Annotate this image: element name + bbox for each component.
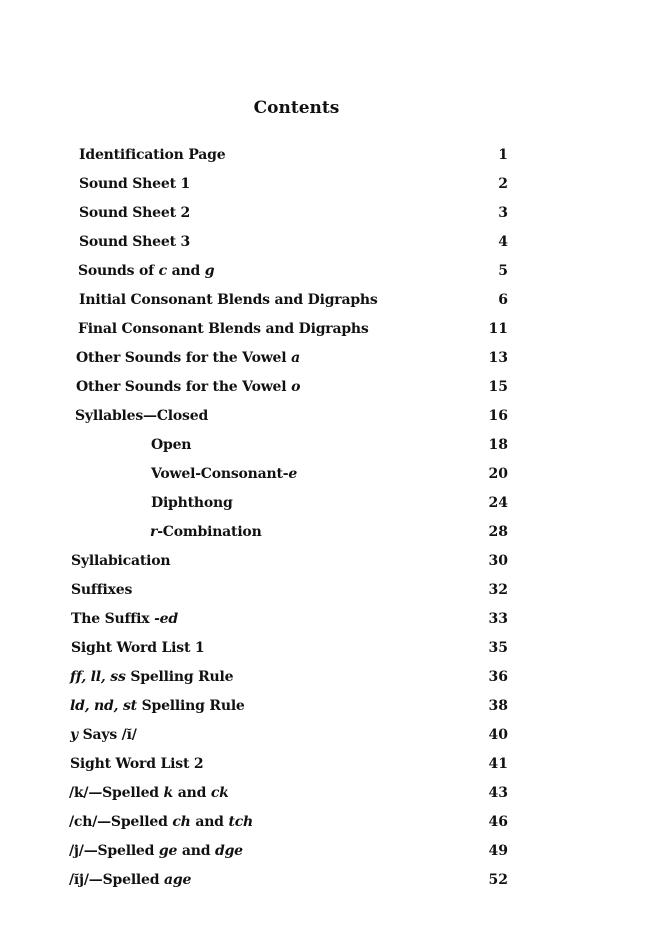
toc-entry-label-part: tch: [228, 814, 254, 830]
toc-entry-label-part: Spelling Rule: [136, 698, 245, 714]
toc-entry-label-part: Sound Sheet 3: [79, 234, 191, 250]
toc-entry-page-number: 3: [498, 205, 508, 221]
toc-entry-label-part: dge: [215, 843, 243, 859]
toc-entry-label-part: a: [291, 350, 300, 366]
toc-entry: [0, 205, 653, 229]
toc-entry-label-part: and: [166, 263, 205, 279]
toc-entry-label-part: Suffixes: [71, 582, 133, 598]
toc-entry: [0, 495, 653, 519]
toc-entry-page-number: 4: [498, 234, 508, 250]
toc-entry-label: [79, 176, 190, 192]
toc-entry-page-number: 16: [488, 408, 508, 424]
toc-entry: [0, 437, 653, 461]
toc-entry-page-number: 15: [488, 379, 508, 395]
toc-entry-label-part: ld, nd, st: [70, 698, 137, 714]
toc-entry-label-part: and: [190, 814, 229, 830]
toc-entry-label-part: /ch/—Spelled: [69, 814, 173, 830]
toc-entry-page-number: 28: [488, 524, 508, 540]
toc-entry-label-part: /j/—Spelled: [69, 843, 159, 859]
toc-entry-label: [69, 843, 243, 859]
toc-entry-label-part: Sound Sheet 1: [79, 176, 191, 192]
toc-entry-label-part: ck: [210, 785, 229, 801]
toc-entry-label-part: /k/—Spelled: [69, 785, 164, 801]
toc-entry-page-number: 18: [488, 437, 508, 453]
toc-entry: [0, 234, 653, 258]
toc-entry-page-number: 33: [488, 611, 508, 627]
toc-entry-page-number: 5: [498, 263, 508, 279]
toc-entry: [0, 756, 653, 780]
toc-entry-page-number: 52: [488, 872, 508, 888]
toc-entry-label: [79, 205, 190, 221]
toc-entry-label: [71, 640, 204, 656]
toc-entry: [0, 669, 653, 693]
toc-entry-page-number: 2: [498, 176, 508, 192]
toc-entry: [0, 321, 653, 345]
toc-entry: [0, 379, 653, 403]
toc-entry-label-part: Sound Sheet 2: [79, 205, 191, 221]
toc-entry-label-part: Initial Consonant Blends and Digraphs: [79, 292, 378, 308]
toc-entry-label-part: o: [291, 379, 301, 395]
toc-entry-label-part: g: [204, 263, 215, 279]
toc-entry-label-part: Identification Page: [79, 147, 226, 163]
toc-entry: [0, 698, 653, 722]
toc-entry: [0, 785, 653, 809]
toc-entry-label: [69, 872, 191, 888]
toc-entry-label: [70, 756, 203, 772]
toc-entry-page-number: 20: [488, 466, 508, 482]
toc-entry: [0, 292, 653, 316]
toc-entry: [0, 611, 653, 635]
toc-entry-page-number: 49: [488, 843, 508, 859]
toc-entry-page-number: 1: [498, 147, 508, 163]
toc-entry-page-number: 40: [488, 727, 508, 743]
toc-entry: [0, 843, 653, 867]
toc-entry-page-number: 41: [488, 756, 508, 772]
toc-entry-label-part: Vowel-Consonant-: [151, 466, 289, 482]
toc-entry-label-part: Diphthong: [151, 495, 233, 511]
toc-entry: [0, 350, 653, 374]
toc-entry-label-part: Sight Word List 1: [71, 640, 205, 656]
toc-entry-label: [70, 698, 245, 714]
toc-entry: [0, 408, 653, 432]
toc-entry: [0, 872, 653, 896]
toc-entry: [0, 466, 653, 490]
toc-entry: [0, 524, 653, 548]
toc-entry-label-part: -Combination: [157, 524, 262, 540]
toc-entry-label-part: ge: [158, 843, 178, 859]
toc-entry-label-part: Open: [151, 437, 192, 453]
toc-entry-label: [71, 553, 170, 569]
toc-entry-label: [70, 669, 233, 685]
toc-entry-label-part: Other Sounds for the Vowel: [76, 350, 292, 366]
toc-entry-page-number: 24: [488, 495, 508, 511]
toc-entry-label: [151, 495, 233, 511]
toc-entry-label-part: y: [70, 727, 78, 743]
toc-entry-page-number: 38: [488, 698, 508, 714]
toc-entry-page-number: 13: [488, 350, 508, 366]
toc-entry-label-part: -ed: [154, 611, 178, 627]
toc-entry-page-number: 36: [488, 669, 508, 685]
toc-entry-label: [151, 437, 191, 453]
toc-entry-label: [76, 350, 300, 366]
toc-entry-label-part: Other Sounds for the Vowel: [76, 379, 292, 395]
toc-entry-page-number: 35: [488, 640, 508, 656]
toc-entry-label-part: Sounds of: [78, 263, 159, 279]
toc-entry: [0, 553, 653, 577]
toc-entry-label-part: Spelling Rule: [125, 669, 234, 685]
toc-entry-label: [71, 582, 132, 598]
toc-entry-label-part: The Suffix: [71, 611, 155, 627]
toc-entry-label: [79, 147, 225, 163]
toc-entry: [0, 176, 653, 200]
toc-entry: [0, 814, 653, 838]
toc-entry-label: [75, 408, 208, 424]
toc-entry-label-part: and: [177, 843, 215, 859]
toc-entry-label: [79, 292, 378, 308]
toc-entry-label: [69, 814, 253, 830]
toc-entry-label-part: Syllables—Closed: [75, 408, 209, 424]
toc-entry-label: [76, 379, 300, 395]
toc-entry-label: [78, 321, 369, 337]
toc-entry-page-number: 32: [488, 582, 508, 598]
toc-entry-label: [79, 234, 190, 250]
toc-entry-label-part: k: [163, 785, 174, 801]
toc-entry-label-part: Says /ĭ/: [77, 727, 137, 743]
toc-entry-page-number: 46: [488, 814, 508, 830]
toc-entry-label: [70, 727, 137, 743]
toc-entry-label-part: r: [150, 524, 158, 540]
toc-entry: [0, 640, 653, 664]
toc-entry: [0, 727, 653, 751]
toc-entry-label-part: ch: [172, 814, 191, 830]
toc-entry-label: [150, 524, 262, 540]
toc-entry-label: [71, 611, 178, 627]
toc-entry-label: [69, 785, 229, 801]
toc-entry-label-part: e: [288, 466, 298, 482]
toc-entry-label-part: age: [164, 872, 192, 888]
toc-entry-page-number: 6: [498, 292, 508, 308]
toc-entry-label-part: ff, ll, ss: [70, 669, 126, 685]
toc-entry-label-part: Sight Word List 2: [70, 756, 204, 772]
toc-entry: [0, 582, 653, 606]
toc-entry-label-part: Final Consonant Blends and Digraphs: [78, 321, 369, 337]
toc-entry-label-part: and: [173, 785, 211, 801]
toc-entry-label-part: Syllabication: [71, 553, 171, 569]
page-title: Contents: [253, 98, 340, 118]
toc-entry-label: [78, 263, 214, 279]
toc-entry-page-number: 43: [488, 785, 508, 801]
toc-entry: [0, 263, 653, 287]
toc-entry: [0, 147, 653, 171]
toc-entry-label-part: c: [158, 263, 167, 279]
toc-entry-label: [151, 466, 297, 482]
toc-entry-label-part: /ĭj/—Spelled: [69, 872, 165, 888]
toc-entry-page-number: 11: [488, 321, 508, 337]
toc-entry-page-number: 30: [488, 553, 508, 569]
